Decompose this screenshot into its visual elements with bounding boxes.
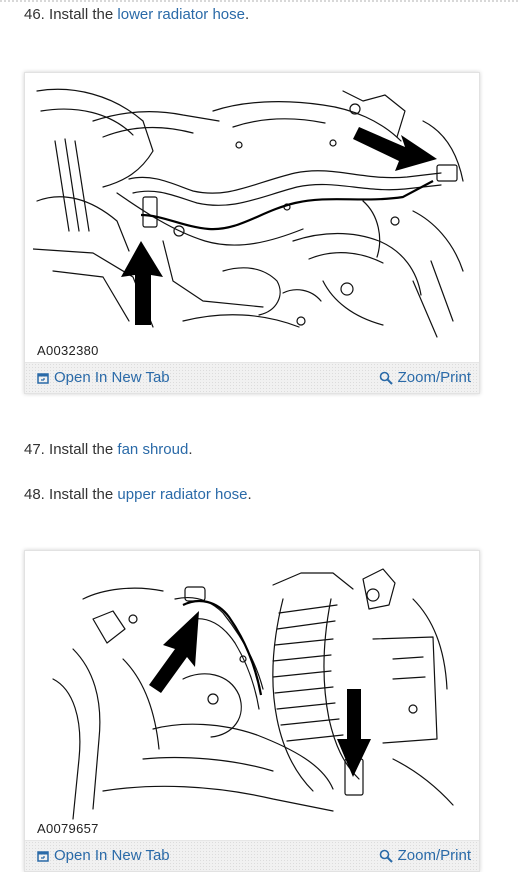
step-number: 48.: [24, 486, 45, 503]
zoom-print-label: Zoom/Print: [397, 847, 471, 864]
top-divider: [0, 0, 520, 2]
step-text: Install the: [49, 486, 114, 503]
step-number: 46.: [24, 6, 45, 23]
figure-lower-radiator-hose: [24, 72, 480, 394]
magnifier-icon: [379, 849, 393, 863]
step-text: Install the: [49, 441, 114, 458]
open-new-tab-icon: [37, 372, 49, 384]
lower-radiator-hose-illustration: [33, 81, 469, 343]
open-in-new-tab-label: Open In New Tab: [54, 369, 170, 386]
step-end: .: [247, 486, 252, 503]
step-47: [24, 441, 192, 459]
step-46: [24, 6, 249, 24]
upper-radiator-hose-illustration: [33, 559, 469, 821]
open-new-tab-icon: [37, 850, 49, 862]
step-48: [24, 486, 252, 504]
zoom-print-label: Zoom/Print: [397, 369, 471, 386]
figure-toolbar: [25, 362, 479, 393]
open-in-new-tab-label: Open In New Tab: [54, 847, 170, 864]
zoom-print-link[interactable]: [379, 847, 471, 864]
figure-upper-radiator-hose: [24, 550, 480, 872]
lower-radiator-hose-link[interactable]: lower radiator hose: [117, 6, 245, 23]
zoom-print-link[interactable]: [379, 369, 471, 386]
step-text: Install the: [49, 6, 114, 23]
upper-radiator-hose-link[interactable]: upper radiator hose: [117, 486, 248, 503]
figure-toolbar: [25, 840, 479, 871]
figure-code: A0032380: [37, 343, 99, 358]
open-in-new-tab-link[interactable]: [37, 369, 170, 386]
step-end: .: [245, 6, 250, 23]
open-in-new-tab-link[interactable]: [37, 847, 170, 864]
magnifier-icon: [379, 371, 393, 385]
figure-code: A0079657: [37, 821, 99, 836]
step-end: .: [188, 441, 193, 458]
fan-shroud-link[interactable]: fan shroud: [117, 441, 189, 458]
step-number: 47.: [24, 441, 45, 458]
